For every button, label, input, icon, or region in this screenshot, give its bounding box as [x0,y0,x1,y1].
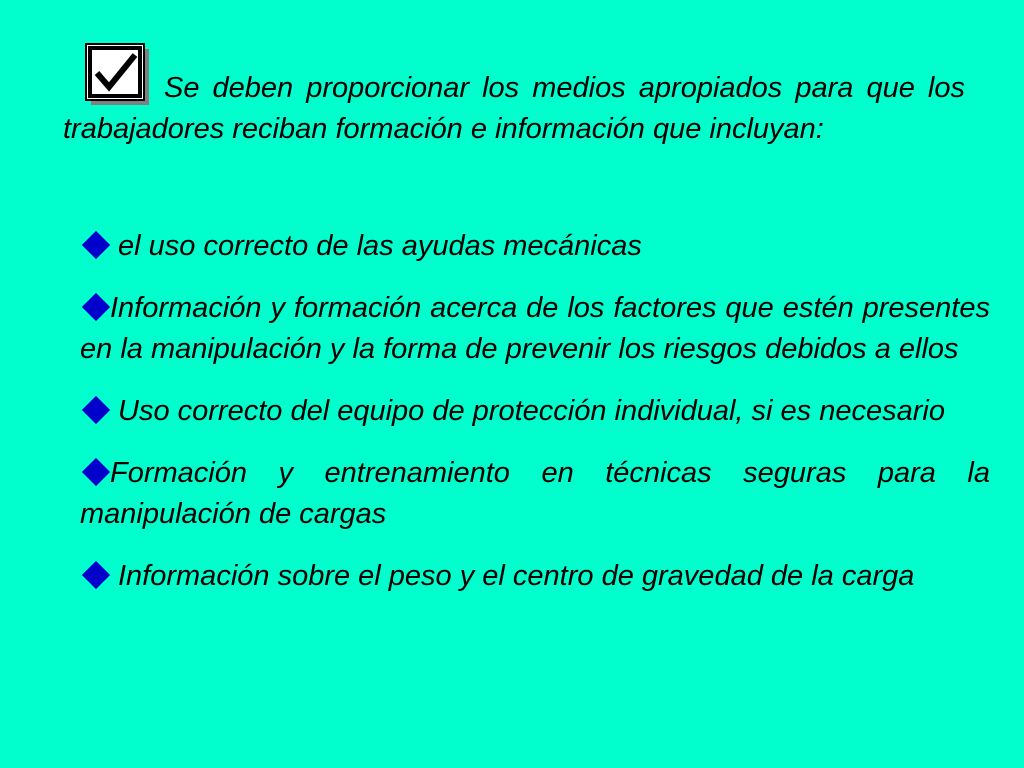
list-item [80,556,990,597]
bullet-text: Uso correcto del equipo de protección individual, si es necesario [118,395,945,427]
list-item [80,226,990,267]
list-item [80,453,990,535]
diamond-bullet-icon [82,231,110,259]
diamond-bullet-icon [82,458,110,486]
bullet-text: el uso correcto de las ayudas mecánicas [118,230,642,262]
bullet-text: Formación y entrenamiento en técnicas seguras para la manipulación de cargas [80,457,990,530]
bullet-text: Información sobre el peso y el centro de gravedad de la carga [118,560,915,592]
list-item [80,391,990,432]
bullet-list [80,226,990,618]
diamond-bullet-icon [82,561,110,589]
diamond-bullet-icon [82,293,110,321]
diamond-bullet-icon [82,396,110,424]
intro-text: Se deben proporcionar los medios apropiados para que los trabajadores reciban formación e información que incluyan: [63,72,965,145]
bullet-text: Información y formación acerca de los factores que estén presentes en la manipulación y la forma de prevenir los riesgos debidos a ellos [80,292,990,365]
list-item [80,288,990,370]
